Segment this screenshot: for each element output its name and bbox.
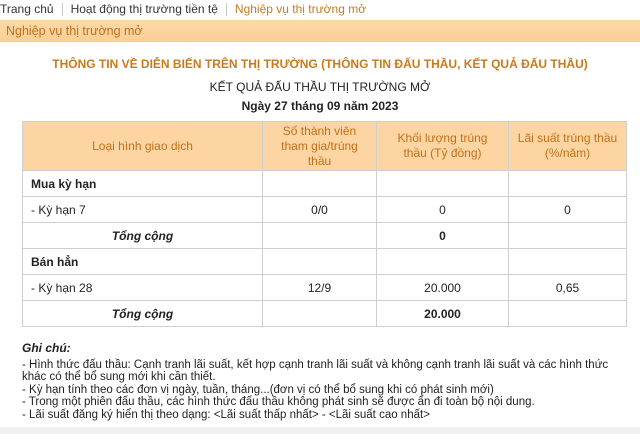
- col-header-transaction-type: Loại hình giao dịch: [23, 122, 263, 171]
- rate-cell: 0: [509, 197, 627, 223]
- table-group-row: [23, 249, 627, 275]
- page-title: THÔNG TIN VỀ DIỄN BIẾN TRÊN THỊ TRƯỜNG (THÔNG TIN ĐẤU THẦU, KẾT QUẢ ĐẤU THẦU): [52, 57, 588, 71]
- volume-cell: 0: [377, 197, 509, 223]
- auction-date: Ngày 27 tháng 09 năm 2023: [241, 99, 399, 113]
- table-row: [23, 197, 627, 223]
- table-total-row: [23, 223, 627, 249]
- volume-cell: 20.000: [377, 275, 509, 301]
- total-label: Tổng cộng: [23, 223, 263, 249]
- table-row: [23, 275, 627, 301]
- breadcrumb-open-market-link[interactable]: Nghiệp vụ thị trường mở: [234, 2, 367, 16]
- section-title: Nghiệp vụ thị trường mở: [6, 24, 143, 38]
- section-header-bar: [0, 20, 640, 42]
- col-header-rate: Lãi suất trúng thầu (%/năm): [509, 122, 627, 171]
- auction-results-table: [22, 121, 627, 327]
- note-item: - Lãi suất đăng ký hiển thị theo dạng: <Lãi suất thấp nhất> - <Lãi suất cao nhất>: [22, 408, 430, 421]
- rate-cell: 0,65: [509, 275, 627, 301]
- note-item: - Trong một phiên đấu thầu, các hình thức đấu thầu không phát sinh sẽ được ẩn đi toàn bộ nội dung.: [22, 396, 535, 408]
- group-name: Mua kỳ hạn: [23, 171, 263, 197]
- breadcrumb-separator: [62, 3, 63, 16]
- notes-section: [22, 342, 630, 421]
- members-cell: 0/0: [263, 197, 377, 223]
- table-header-row: [23, 122, 627, 171]
- breadcrumb: [0, 0, 366, 18]
- page-subtitle: KẾT QUẢ ĐẤU THẦU THỊ TRƯỜNG MỞ: [209, 80, 431, 94]
- total-volume: 20.000: [377, 301, 509, 327]
- total-volume: 0: [377, 223, 509, 249]
- table-total-row: [23, 301, 627, 327]
- term-cell: - Kỳ hạn 7: [23, 197, 263, 223]
- table-group-row: [23, 171, 627, 197]
- breadcrumb-separator: [226, 3, 227, 16]
- footer-divider: [0, 427, 640, 434]
- breadcrumb-home-link[interactable]: Trang chủ: [0, 2, 54, 16]
- breadcrumb-money-market-link[interactable]: Hoạt động thị trường tiền tệ: [70, 2, 218, 16]
- total-label: Tổng cộng: [23, 301, 263, 327]
- notes-title: Ghi chú:: [22, 341, 71, 355]
- col-header-volume: Khối lượng trúng thầu (Tỷ đồng): [377, 122, 509, 171]
- col-header-members: Số thành viên tham gia/trúng thầu: [263, 122, 377, 171]
- members-cell: 12/9: [263, 275, 377, 301]
- note-item: - Kỳ hạn tính theo các đơn vị ngày, tuần, tháng...(đơn vị có thể bổ sung khi có phát sinh mới): [22, 383, 494, 396]
- note-item: - Hình thức đấu thầu: Cạnh tranh lãi suất, kết hợp cạnh tranh lãi suất và không cạnh tranh lãi suất và các hình thức khác có thể bổ sung mới khi cần thiết.: [22, 358, 609, 383]
- group-name: Bán hẳn: [23, 249, 263, 275]
- term-cell: - Kỳ hạn 28: [23, 275, 263, 301]
